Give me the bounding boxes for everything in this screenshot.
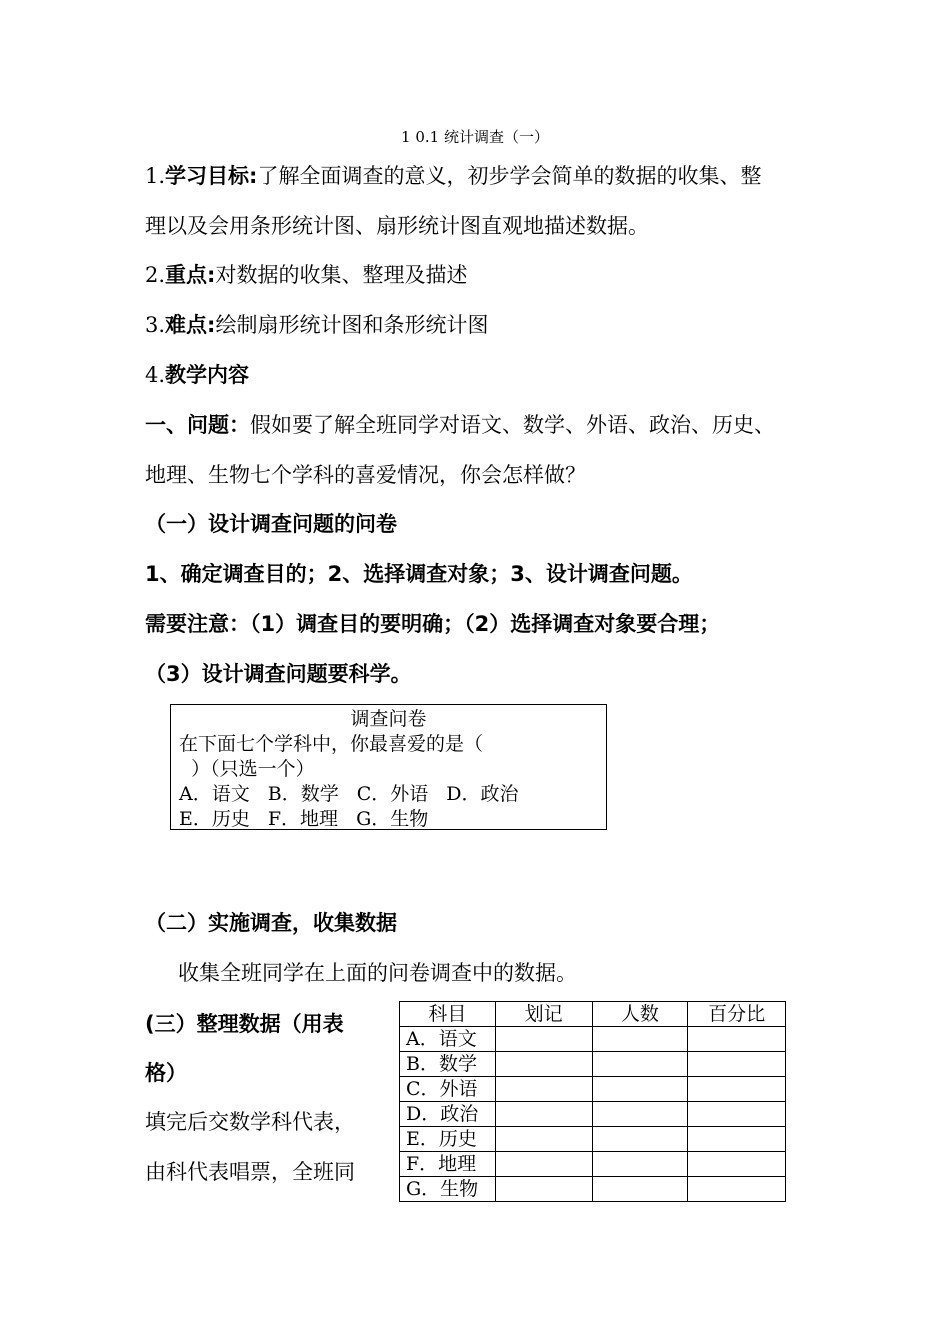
- percent-cell[interactable]: [688, 1052, 786, 1077]
- collect-line: 收集全班同学在上面的问卷调查中的数据。: [178, 961, 577, 985]
- notes-line-2: （3）设计调查问题要科学。: [145, 662, 412, 686]
- difficulty-line: [145, 311, 488, 339]
- option-e: E．历史: [179, 808, 250, 830]
- table-row: [400, 1077, 786, 1102]
- count-cell[interactable]: [592, 1027, 688, 1052]
- count-cell[interactable]: [592, 1152, 688, 1177]
- tally-cell[interactable]: [495, 1102, 592, 1127]
- problem-label: 一、问题：: [145, 413, 250, 437]
- problem-text-1: 假如要了解全班同学对语文、数学、外语、政治、历史、: [250, 413, 775, 437]
- problem-line-1: [145, 411, 775, 439]
- key-point-number: 2.: [145, 263, 166, 287]
- tally-header-row: [400, 1002, 786, 1027]
- option-g: G．生物: [356, 808, 429, 830]
- fill-instruction-1: 填完后交数学科代表，: [145, 1110, 355, 1134]
- objectives-text-2: 理以及会用条形统计图、扇形统计图直观地描述数据。: [145, 214, 649, 238]
- table-row: [400, 1127, 786, 1152]
- section-heading-1: （一）设计调查问题的问卷: [145, 512, 397, 536]
- questionnaire-options-row-1: [179, 782, 606, 807]
- tally-cell[interactable]: [495, 1077, 592, 1102]
- objectives-label: 学习目标:: [165, 164, 258, 188]
- page-title: 1 0.1 统计调查（一）: [401, 128, 549, 146]
- content-number: 4.: [145, 363, 166, 387]
- tally-cell[interactable]: [495, 1152, 592, 1177]
- percent-cell[interactable]: [688, 1027, 786, 1052]
- tally-table: [399, 1001, 786, 1202]
- subject-cell: C．外语: [400, 1077, 496, 1102]
- count-cell[interactable]: [592, 1052, 688, 1077]
- table-row: [400, 1052, 786, 1077]
- option-f: F．地理: [267, 808, 339, 830]
- tally-cell[interactable]: [495, 1127, 592, 1152]
- header-tally: 划记: [495, 1002, 592, 1027]
- key-point-text: 对数据的收集、整理及描述: [215, 263, 468, 287]
- option-d: D．政治: [446, 783, 519, 805]
- option-a: A．语文: [179, 783, 250, 805]
- subject-cell: D．政治: [400, 1102, 496, 1127]
- subject-cell: G．生物: [400, 1177, 496, 1202]
- content-label: 教学内容: [165, 363, 250, 387]
- count-cell[interactable]: [592, 1077, 688, 1102]
- percent-cell[interactable]: [688, 1177, 786, 1202]
- table-row: [400, 1177, 786, 1202]
- subject-cell: F．地理: [400, 1152, 496, 1177]
- count-cell[interactable]: [592, 1177, 688, 1202]
- percent-cell[interactable]: [688, 1127, 786, 1152]
- option-b: B．数学: [267, 783, 339, 805]
- count-cell[interactable]: [592, 1127, 688, 1152]
- steps-line: 1、确定调查目的；2、选择调查对象；3、设计调查问题。: [145, 562, 693, 586]
- section-heading-3-line-2: 格）: [145, 1061, 187, 1085]
- tally-cell[interactable]: [495, 1027, 592, 1052]
- percent-cell[interactable]: [688, 1077, 786, 1102]
- difficulty-label: 难点:: [165, 313, 216, 337]
- questionnaire-options-row-2: [179, 807, 606, 832]
- fill-instruction-2: 由科代表唱票，全班同: [145, 1160, 355, 1184]
- percent-cell[interactable]: [688, 1102, 786, 1127]
- key-point-label: 重点:: [165, 263, 216, 287]
- table-row: [400, 1102, 786, 1127]
- percent-cell[interactable]: [688, 1152, 786, 1177]
- notes-line-1: 需要注意：（1）调查目的要明确；（2）选择调查对象要合理；: [145, 612, 721, 636]
- questionnaire-question-1: 在下面七个学科中，你最喜爱的是（: [179, 733, 484, 755]
- count-cell[interactable]: [592, 1102, 688, 1127]
- header-subject: 科目: [400, 1002, 496, 1027]
- objectives-line-1: [145, 162, 761, 190]
- problem-text-2: 地理、生物七个学科的喜爱情况，你会怎样做？: [145, 463, 586, 487]
- objectives-number: 1.: [145, 164, 166, 188]
- tally-cell[interactable]: [495, 1052, 592, 1077]
- tally-cell[interactable]: [495, 1177, 592, 1202]
- difficulty-text: 绘制扇形统计图和条形统计图: [215, 313, 489, 337]
- objectives-text-1: 了解全面调查的意义，初步学会简单的数据的收集、整: [257, 164, 762, 188]
- questionnaire-box: [170, 704, 607, 830]
- header-percent: 百分比: [688, 1002, 786, 1027]
- questionnaire-title: 调查问卷: [350, 708, 427, 730]
- section-heading-3-line-1: (三）整理数据（用表: [145, 1012, 344, 1036]
- header-count: 人数: [592, 1002, 688, 1027]
- questionnaire-question-2: ）（只选一个）: [179, 758, 315, 780]
- subject-cell: A．语文: [400, 1027, 496, 1052]
- option-c: C．外语: [356, 783, 429, 805]
- content-line: [145, 361, 249, 389]
- table-row: [400, 1152, 786, 1177]
- key-point-line: [145, 261, 467, 289]
- section-heading-2: （二）实施调查，收集数据: [145, 911, 397, 935]
- subject-cell: B．数学: [400, 1052, 496, 1077]
- subject-cell: E．历史: [400, 1127, 496, 1152]
- table-row: [400, 1027, 786, 1052]
- difficulty-number: 3.: [145, 313, 166, 337]
